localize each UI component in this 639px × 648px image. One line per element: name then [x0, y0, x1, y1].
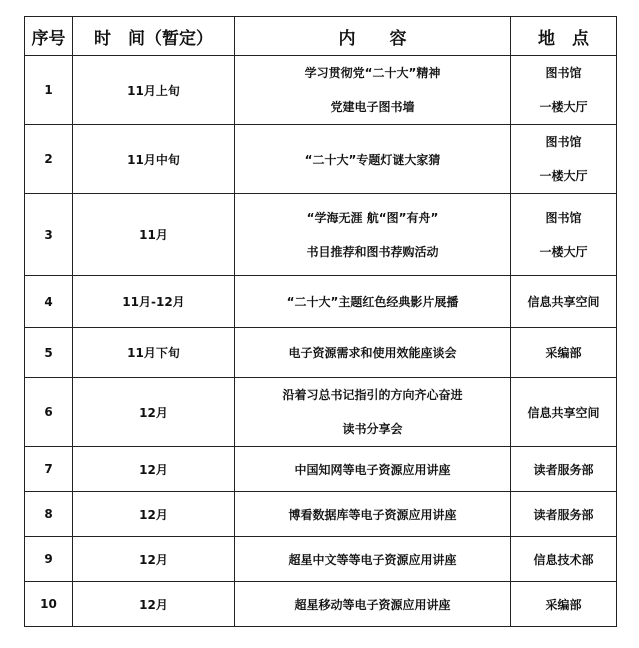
table-row — [25, 537, 617, 582]
row-time-cell: 12月 — [73, 447, 235, 492]
header-index: 序号 — [25, 17, 73, 56]
row-content-cell — [235, 447, 511, 492]
content-line: “二十大”主题红色经典影片展播 — [286, 295, 459, 309]
location-line: 一楼大厅 — [539, 100, 588, 114]
row-index-cell: 9 — [25, 537, 73, 582]
content-line: 学习贯彻党“二十大”精神 — [304, 66, 441, 80]
row-content-cell — [235, 328, 511, 378]
row-index-cell: 1 — [25, 56, 73, 125]
location-line: 图书馆 — [545, 66, 582, 80]
location-line: 信息共享空间 — [527, 405, 600, 420]
row-content-cell — [235, 378, 511, 447]
row-index-cell: 4 — [25, 276, 73, 328]
content-line: 博看数据库等电子资源应用讲座 — [288, 507, 457, 522]
table-row — [25, 378, 617, 447]
table-row — [25, 125, 617, 194]
schedule-table — [24, 16, 617, 627]
header-location: 地 点 — [511, 17, 617, 56]
row-location-cell — [511, 378, 617, 447]
row-content-cell — [235, 276, 511, 328]
table-row — [25, 582, 617, 627]
header-row — [25, 17, 617, 56]
content-line: 超星中文等等电子资源应用讲座 — [288, 552, 457, 567]
row-location-cell — [511, 447, 617, 492]
location-line: 图书馆 — [545, 210, 582, 225]
row-location-cell — [511, 582, 617, 627]
row-content-cell — [235, 194, 511, 276]
location-line: 信息技术部 — [533, 552, 594, 567]
row-location-cell — [511, 56, 617, 125]
table-row — [25, 56, 617, 125]
content-line: 中国知网等电子资源应用讲座 — [294, 462, 451, 477]
row-location-cell — [511, 328, 617, 378]
row-time-cell: 11月 — [73, 194, 235, 276]
row-time-cell: 12月 — [73, 582, 235, 627]
row-content-cell — [235, 582, 511, 627]
row-time-cell: 11月下旬 — [73, 328, 235, 378]
row-content-cell — [235, 492, 511, 537]
content-line: “学海无涯 航“图”有舟” — [306, 210, 439, 225]
location-line: 信息共享空间 — [527, 295, 600, 309]
row-content-cell — [235, 125, 511, 194]
row-time-cell: 12月 — [73, 378, 235, 447]
location-line: 一楼大厅 — [539, 244, 588, 259]
row-time-cell: 12月 — [73, 537, 235, 582]
content-line: 超星移动等电子资源应用讲座 — [294, 597, 451, 612]
header-content: 内 容 — [235, 17, 511, 56]
location-line: 读者服务部 — [533, 507, 594, 522]
table-row — [25, 492, 617, 537]
header-time: 时 间（暂定） — [73, 17, 235, 56]
row-content-cell — [235, 537, 511, 582]
row-location-cell — [511, 194, 617, 276]
location-line: 读者服务部 — [533, 462, 594, 477]
row-index-cell: 8 — [25, 492, 73, 537]
row-time-cell: 11月-12月 — [73, 276, 235, 328]
content-line: 书目推荐和图书荐购活动 — [306, 244, 439, 259]
location-line: 图书馆 — [545, 135, 582, 149]
row-location-cell — [511, 492, 617, 537]
content-line: 电子资源需求和使用效能座谈会 — [288, 346, 457, 360]
row-index-cell: 2 — [25, 125, 73, 194]
row-index-cell: 6 — [25, 378, 73, 447]
content-line: 沿着习总书记指引的方向齐心奋进 — [282, 388, 463, 402]
table-row — [25, 276, 617, 328]
row-index-cell: 7 — [25, 447, 73, 492]
row-index-cell: 10 — [25, 582, 73, 627]
content-line: 党建电子图书墙 — [330, 100, 415, 114]
row-index-cell: 3 — [25, 194, 73, 276]
row-location-cell — [511, 125, 617, 194]
table-row — [25, 447, 617, 492]
row-time-cell: 12月 — [73, 492, 235, 537]
row-time-cell: 11月中旬 — [73, 125, 235, 194]
row-location-cell — [511, 537, 617, 582]
content-line: “二十大”专题灯谜大家猜 — [304, 152, 441, 167]
table-row — [25, 194, 617, 276]
location-line: 一楼大厅 — [539, 169, 588, 183]
row-time-cell: 11月上旬 — [73, 56, 235, 125]
location-line: 采编部 — [545, 346, 582, 360]
location-line: 采编部 — [545, 597, 582, 612]
content-line: 读书分享会 — [342, 422, 403, 436]
row-location-cell — [511, 276, 617, 328]
row-index-cell: 5 — [25, 328, 73, 378]
table-row — [25, 328, 617, 378]
row-content-cell — [235, 56, 511, 125]
